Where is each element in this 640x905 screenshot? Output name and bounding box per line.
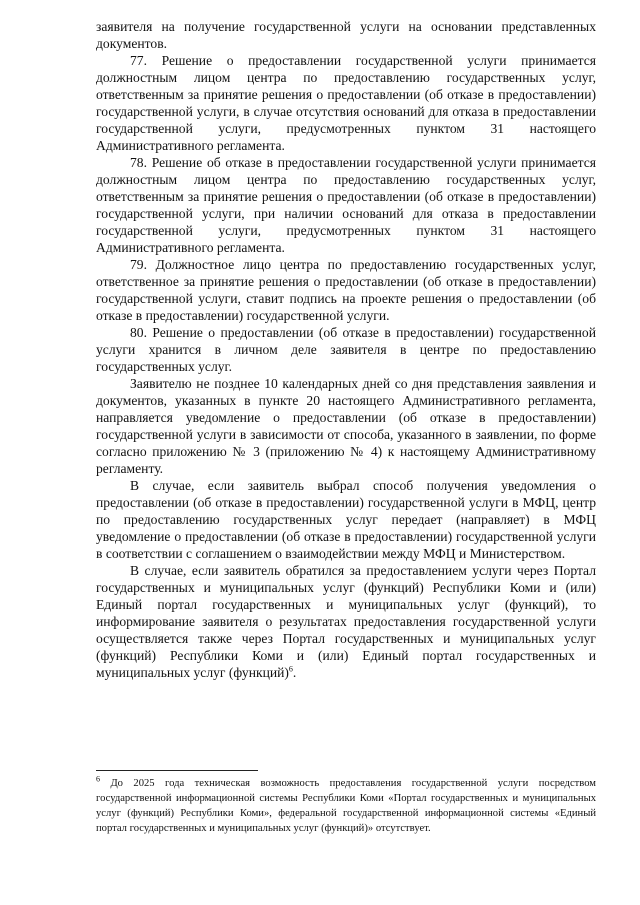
- document-body: [96, 18, 596, 681]
- paragraph-continuation: заявителя на получение государственной услуги на основании представленных документов.: [96, 19, 596, 51]
- paragraph-mfc-delivery: В случае, если заявитель выбрал способ получения уведомления о предоставлении (об отказе в предоставлении) государственной услуги в МФЦ, центр по предоставлению государственных услуг передает (направляет) в МФЦ уведомление о предоставлении (об отказе в предоставлении) государственной услуги в соответствии с соглашением о взаимодействии между МФЦ и Министерством.: [96, 478, 596, 561]
- paragraph-78: 78. Решение об отказе в предоставлении государственной услуги принимается должностным лицом центра по предоставлению государственных услуг, ответственным за принятие решения о предоставлении (об отказе в предоставлении) государственной услуги, при наличии оснований для отказа в предоставлении государственной услуги, предусмотренных пунктом 31 настоящего Административного регламента.: [96, 155, 596, 255]
- paragraph-80: 80. Решение о предоставлении (об отказе в предоставлении) государственной услуги хранится в личном деле заявителя в центре по предоставлению государственных услуг.: [96, 325, 596, 374]
- footnote-number: 6: [96, 774, 100, 784]
- paragraph-portal-notification: В случае, если заявитель обратился за предоставлением услуги через Портал государственных и муниципальных услуг (функций) Республики Коми и (или) Единый портал государственных и муниципальных услуг (функций), то информирование заявителя о результатах предоставления государственной услуги осуществляется также через Портал государственных и муниципальных услуг (функций) Республики Коми и (или) Единый портал государственных и муниципальных услуг (функций)$^6$.: [96, 563, 596, 680]
- footnote-text: До 2025 года техническая возможность предоставления государственной услуги посредством государственной информационной системы Республики Коми «Портал государственных и муниципальных услуг (функций) Республики Коми», федеральной государственной информационной системы «Единый портал государственных и муниципальных услуг (функций)» отсутствует.: [96, 778, 597, 834]
- paragraph-portal-text: В случае, если заявитель обратился за предоставлением услуги через Портал государственных и муниципальных услуг (функций) Республики Коми и (или) Единый портал государственных и муниципальных услуг (функций), то информирование заявителя о результатах предоставления государственной услуги осуществляется также через Портал государственных и муниципальных услуг (функций) Республики Коми и (или) Единый портал государственных и муниципальных услуг (функций): [96, 563, 596, 680]
- paragraph-77: 77. Решение о предоставлении государственной услуги принимается должностным лицом центра по предоставлению государственных услуг, ответственным за принятие решения о предоставлении (об отказе в предоставлении) государственной услуги, в случае отсутствия оснований для отказа в предоставлении государственной услуги, предусмотренных пунктом 31 настоящего Административного регламента.: [96, 53, 596, 153]
- footnote: [96, 776, 596, 836]
- paragraph-79: 79. Должностное лицо центра по предоставлению государственных услуг, ответственное за принятие решения о предоставлении (об отказе в предоставлении) государственной услуги, ставит подпись на проекте решения о предоставлении (об отказе в предоставлении) государственной услуги.: [96, 257, 596, 323]
- footnote-reference: 6: [288, 664, 293, 674]
- paragraph-notification-deadline: Заявителю не позднее 10 календарных дней со дня представления заявления и документов, указанных в пункте 20 настоящего Административного регламента, направляется уведомление о предоставлении (об отказе в предоставлении) государственной услуги в зависимости от способа, указанного в заявлении, по форме согласно приложению № 3 (приложению № 4) к настоящему Административному регламенту.: [96, 376, 596, 476]
- footnote-separator: [96, 770, 258, 771]
